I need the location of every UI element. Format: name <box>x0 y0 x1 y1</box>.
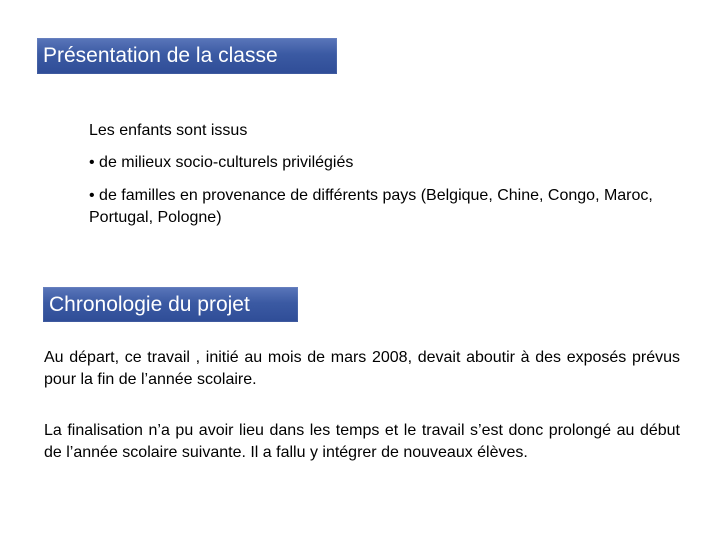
intro-text: Les enfants sont issus <box>89 122 248 139</box>
chronology-paragraph-start: Au départ, ce travail , initié au mois de mars 2008, devait aboutir à des exposés prévus pour la fin de l’année scolaire. <box>44 349 680 388</box>
chronology-paragraph-end: La finalisation n’a pu avoir lieu dans les temps et le travail s’est donc prolongé au début de l’année scolaire suivante. Il a fallu y intégrer de nouveaux élèves. <box>44 422 680 461</box>
bullet-item-familles: • de familles en provenance de différents pays (Belgique, Chine, Congo, Maroc, Portugal, Pologne) <box>89 187 653 226</box>
bullet-item-milieux: • de milieux socio-culturels privilégiés <box>89 154 354 171</box>
section-title-chronologie: Chronologie du projet <box>43 287 298 322</box>
section-title-presentation: Présentation de la classe <box>37 38 337 74</box>
